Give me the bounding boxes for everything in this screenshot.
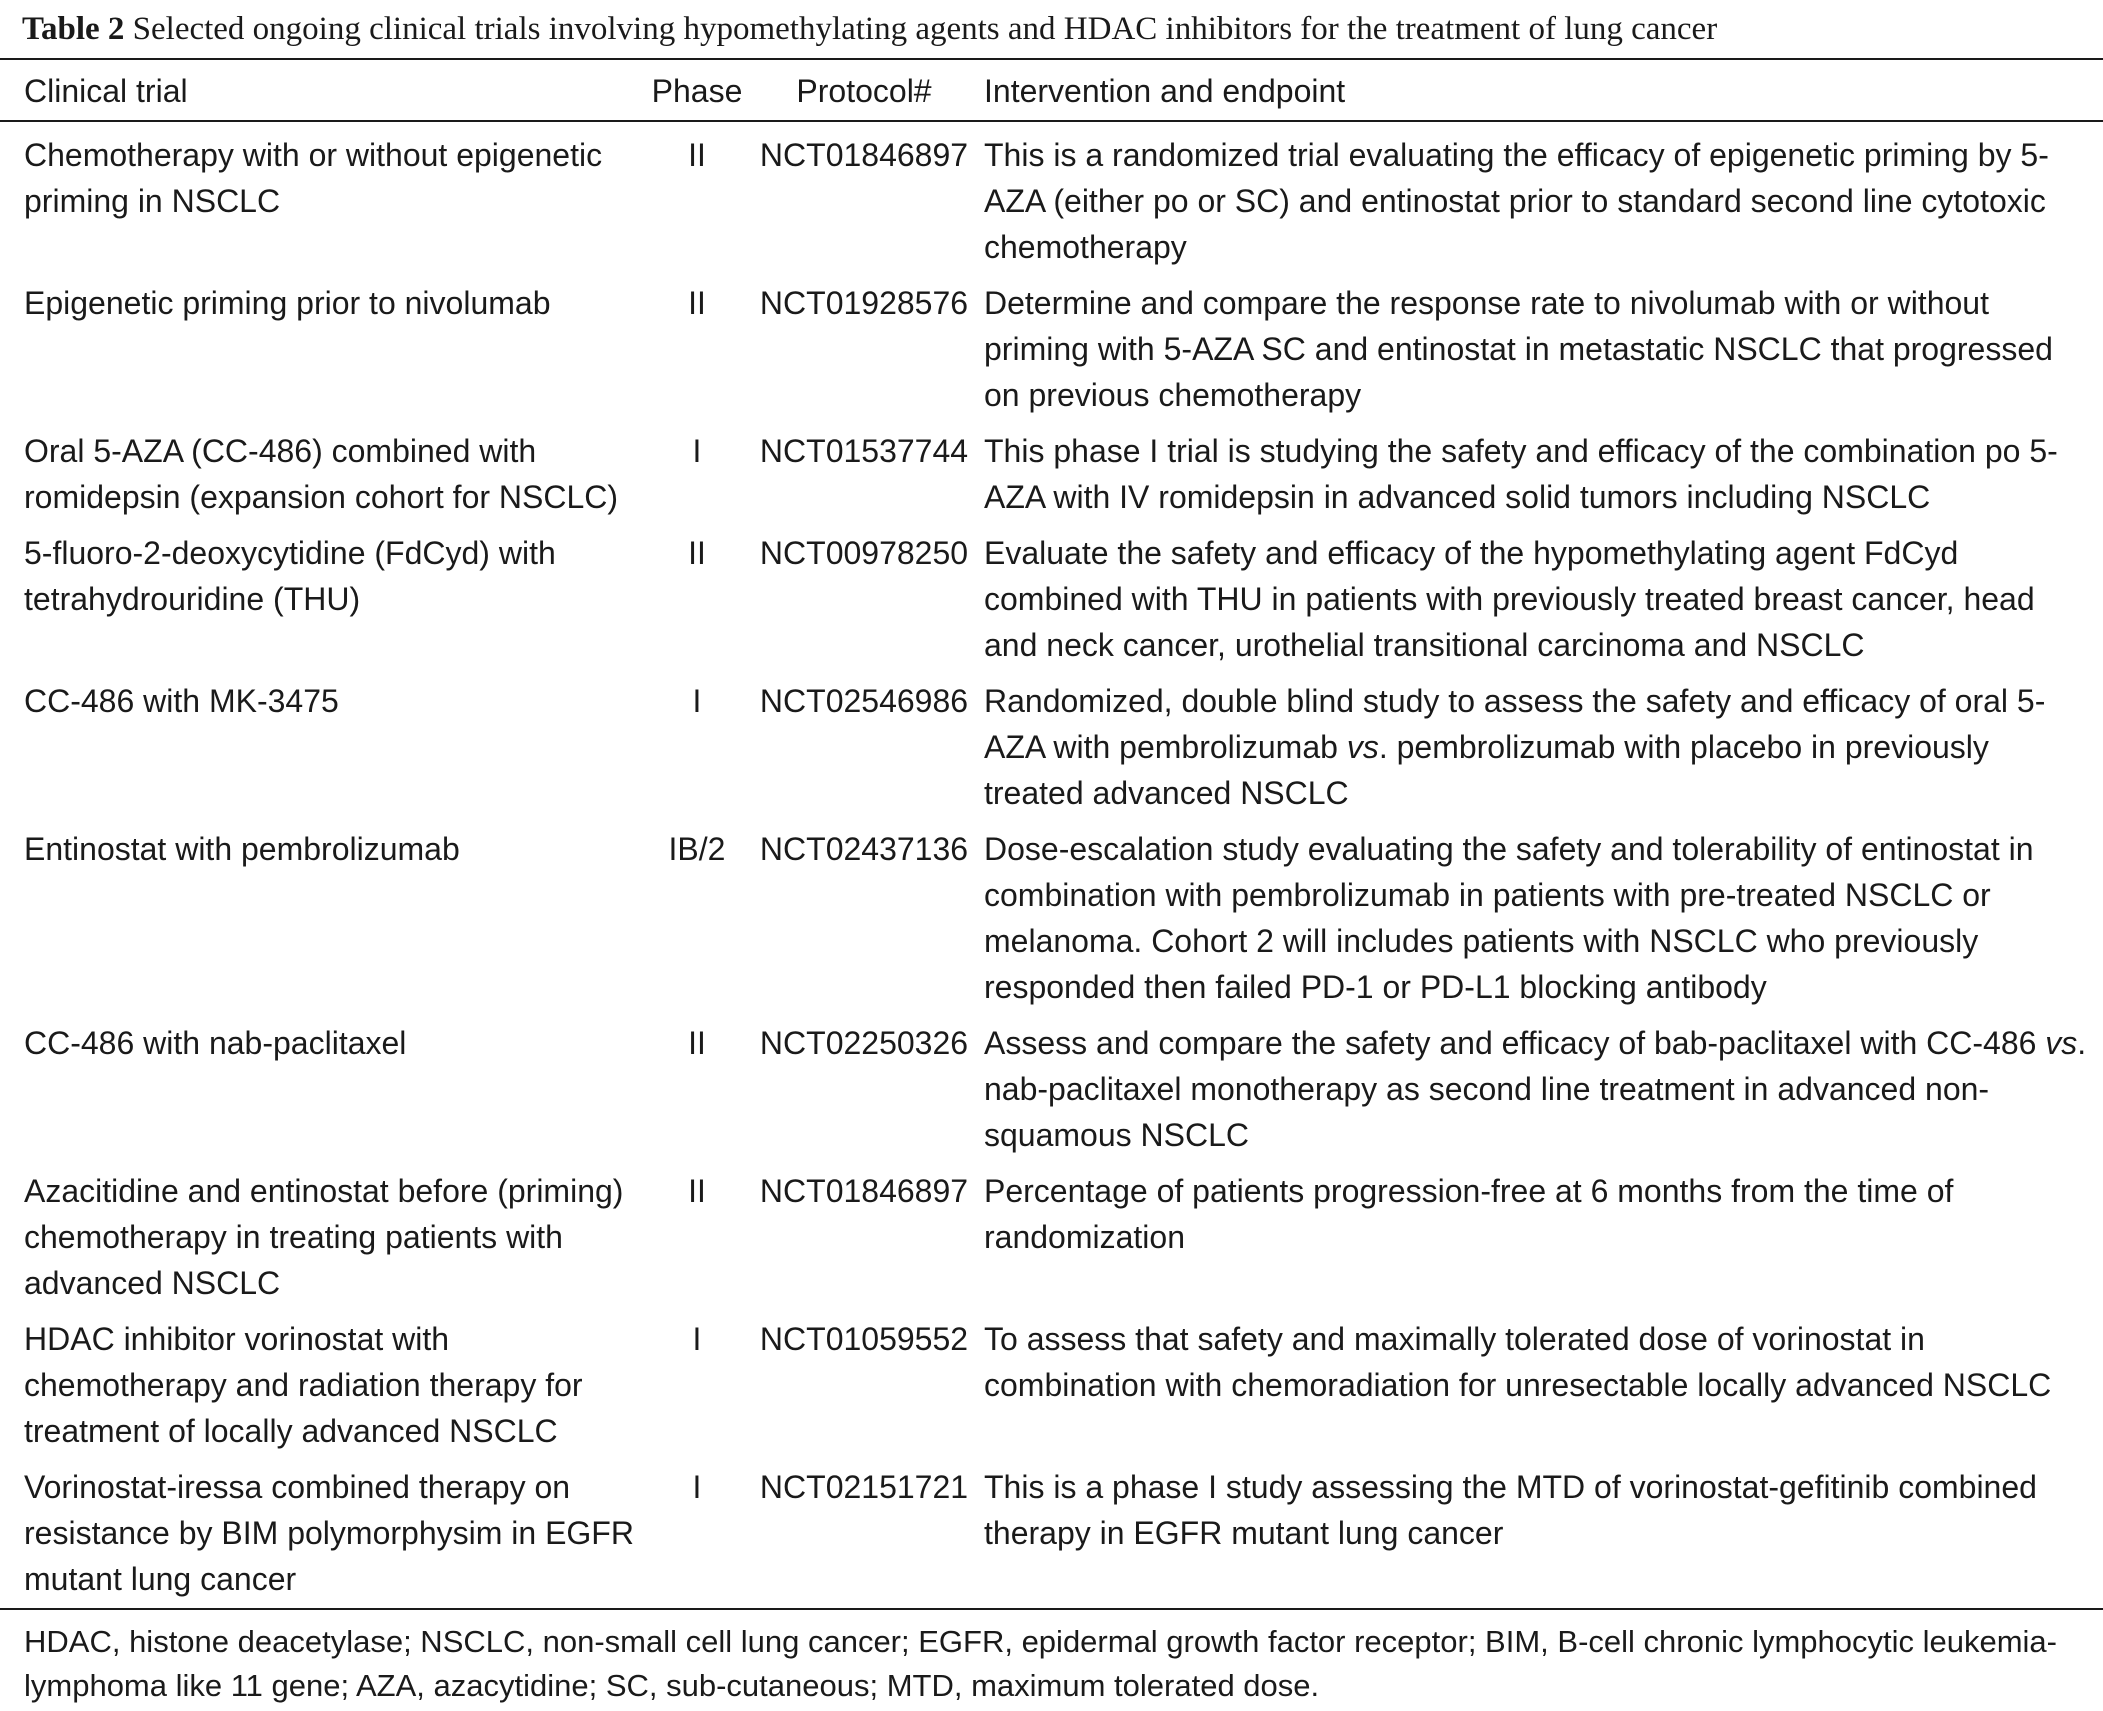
- endpoint-text: Assess and compare the safety and efficacy of bab-paclitaxel with CC-486: [984, 1025, 2046, 1061]
- cell-clinical-trial: Epigenetic priming prior to nivolumab: [24, 285, 551, 321]
- cell-clinical-trial: Vorinostat-iressa combined therapy on resistance by BIM polymorphysim in EGFR mutant lung cancer: [24, 1469, 634, 1597]
- cell-protocol: NCT02437136: [759, 831, 969, 867]
- cell-clinical-trial: CC-486 with MK-3475: [24, 683, 339, 719]
- endpoint-text: This is a phase I study assessing the MTD of vorinostat-gefitinib combined therapy in EGFR mutant lung cancer: [984, 1469, 2037, 1551]
- table-caption: [22, 6, 1717, 52]
- endpoint-text: Evaluate the safety and efficacy of the hypomethylating agent FdCyd combined with THU in patients with previously treated breast cancer, head and neck cancer, urothelial transitional carcinoma and NSCLC: [984, 535, 2035, 663]
- cell-intervention-endpoint: [980, 1316, 2103, 1464]
- table-footnote: HDAC, histone deacetylase; NSCLC, non-small cell lung cancer; EGFR, epidermal growth factor receptor; BIM, B-cell chronic lymphocytic leukemia-lymphoma like 11 gene; AZA, azacytidine; SC, sub-cutaneous; MTD, maximum tolerated dose.: [0, 1609, 2103, 1708]
- endpoint-text: Percentage of patients progression-free at 6 months from the time of randomization: [984, 1173, 1954, 1255]
- table-row: [0, 1464, 2103, 1609]
- cell-intervention-endpoint: [980, 1020, 2103, 1168]
- cell-protocol: NCT00978250: [759, 535, 969, 571]
- endpoint-text: . pembrolizumab with placebo in previously treated advanced NSCLC: [984, 729, 1989, 811]
- table-row: [0, 1168, 2103, 1316]
- cell-clinical-trial: Azacitidine and entinostat before (priming) chemotherapy in treating patients with advanced NSCLC: [24, 1173, 624, 1301]
- endpoint-text: This is a randomized trial evaluating the efficacy of epigenetic priming by 5-AZA (either po or SC) and entinostat prior to standard second line cytotoxic chemotherapy: [984, 137, 2049, 265]
- table-body: [0, 121, 2103, 1609]
- header-phase: Phase: [646, 59, 748, 121]
- cell-clinical-trial: 5-fluoro-2-deoxycytidine (FdCyd) with tetrahydrouridine (THU): [24, 535, 556, 617]
- cell-phase: II: [688, 285, 706, 321]
- cell-intervention-endpoint: [980, 428, 2103, 530]
- cell-intervention-endpoint: [980, 678, 2103, 826]
- cell-protocol: NCT02546986: [759, 683, 969, 719]
- table-caption-label: Table 2: [22, 11, 125, 47]
- cell-phase: I: [692, 683, 702, 719]
- cell-protocol: NCT01537744: [759, 433, 969, 469]
- cell-clinical-trial: CC-486 with nab-paclitaxel: [24, 1025, 407, 1061]
- cell-phase: II: [688, 137, 706, 173]
- header-clinical-trial: Clinical trial: [0, 59, 646, 121]
- endpoint-text: Dose-escalation study evaluating the safety and tolerability of entinostat in combination with pembrolizumab in patients with pre-treated NSCLC or melanoma. Cohort 2 will includes patients with NSCLC who previously responded then failed PD-1 or PD-L1 blocking antibody: [984, 831, 2034, 1005]
- cell-protocol: NCT02151721: [759, 1469, 969, 1505]
- cell-phase: IB/2: [668, 831, 726, 867]
- cell-intervention-endpoint: [980, 1464, 2103, 1609]
- table-footnote-row: [0, 1609, 2103, 1708]
- table-row: [0, 280, 2103, 428]
- cell-clinical-trial: Oral 5-AZA (CC-486) combined with romidepsin (expansion cohort for NSCLC): [24, 433, 619, 515]
- cell-protocol: NCT01928576: [759, 285, 969, 321]
- cell-phase: I: [692, 1321, 702, 1357]
- cell-clinical-trial: Entinostat with pembrolizumab: [24, 831, 460, 867]
- table-header-row: [0, 59, 2103, 121]
- cell-intervention-endpoint: [980, 1168, 2103, 1316]
- table-row: [0, 1316, 2103, 1464]
- cell-phase: II: [688, 535, 706, 571]
- endpoint-text: Determine and compare the response rate to nivolumab with or without priming with 5-AZA SC and entinostat in metastatic NSCLC that progressed on previous chemotherapy: [984, 285, 2053, 413]
- table-row: [0, 530, 2103, 678]
- table-row: [0, 121, 2103, 280]
- cell-intervention-endpoint: [980, 280, 2103, 428]
- endpoint-italic-text: vs: [1346, 729, 1379, 765]
- cell-phase: II: [688, 1173, 706, 1209]
- cell-phase: I: [692, 433, 702, 469]
- cell-intervention-endpoint: [980, 530, 2103, 678]
- cell-intervention-endpoint: [980, 826, 2103, 1020]
- header-intervention-endpoint: Intervention and endpoint: [980, 59, 2103, 121]
- cell-protocol: NCT01059552: [759, 1321, 969, 1357]
- endpoint-text: Randomized, double blind study to assess the safety and efficacy of oral 5-AZA with pembrolizumab: [984, 683, 2046, 765]
- table-row: [0, 678, 2103, 826]
- cell-protocol: NCT02250326: [759, 1025, 969, 1061]
- cell-clinical-trial: HDAC inhibitor vorinostat with chemotherapy and radiation therapy for treatment of locally advanced NSCLC: [24, 1321, 583, 1449]
- endpoint-text: To assess that safety and maximally tolerated dose of vorinostat in combination with chemoradiation for unresectable locally advanced NSCLC: [984, 1321, 2052, 1403]
- cell-phase: I: [692, 1469, 702, 1505]
- cell-phase: II: [688, 1025, 706, 1061]
- cell-clinical-trial: Chemotherapy with or without epigenetic priming in NSCLC: [24, 137, 603, 219]
- table-row: [0, 826, 2103, 1020]
- header-protocol: Protocol#: [748, 59, 980, 121]
- cell-protocol: NCT01846897: [759, 137, 969, 173]
- endpoint-italic-text: vs: [2045, 1025, 2078, 1061]
- table-row: [0, 428, 2103, 530]
- clinical-trials-table: [0, 58, 2103, 1708]
- cell-intervention-endpoint: [980, 121, 2103, 280]
- endpoint-text: . nab-paclitaxel monotherapy as second line treatment in advanced non-squamous NSCLC: [984, 1025, 2087, 1153]
- endpoint-text: This phase I trial is studying the safety and efficacy of the combination po 5-AZA with IV romidepsin in advanced solid tumors including NSCLC: [984, 433, 2058, 515]
- cell-protocol: NCT01846897: [759, 1173, 969, 1209]
- table-row: [0, 1020, 2103, 1168]
- table-caption-text: Selected ongoing clinical trials involving hypomethylating agents and HDAC inhibitors for the treatment of lung cancer: [132, 11, 1718, 47]
